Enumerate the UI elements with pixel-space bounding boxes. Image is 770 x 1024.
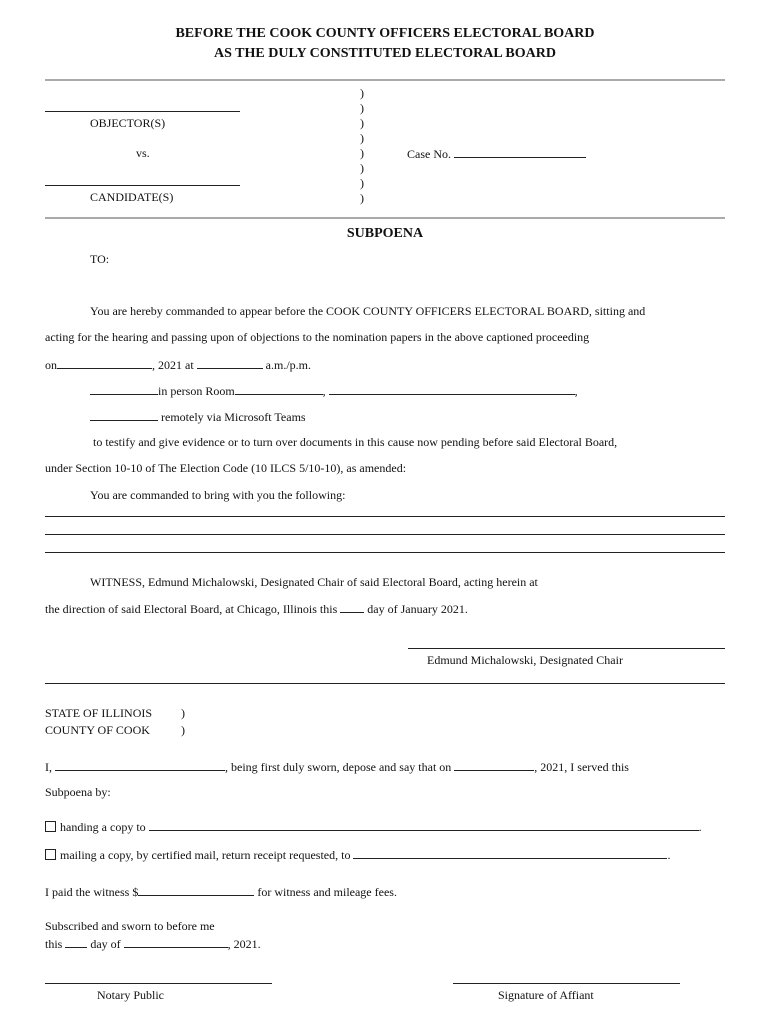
mailing-label: mailing a copy, by certified mail, return receipt requested, to xyxy=(60,848,351,862)
comma: , xyxy=(322,384,326,398)
items-line-3[interactable] xyxy=(45,552,725,553)
sworn-month-field[interactable] xyxy=(124,936,228,948)
notary-signature-line[interactable] xyxy=(45,983,272,984)
sworn-date-line xyxy=(45,936,261,952)
service-date-field[interactable] xyxy=(454,759,534,771)
header-title-line2: AS THE DULY CONSTITUTED ELECTORAL BOARD xyxy=(214,46,556,61)
witness-text-b: day of January 2021. xyxy=(367,602,468,616)
paren: ) xyxy=(360,101,364,115)
this-label: this xyxy=(45,937,63,951)
handing-checkbox[interactable] xyxy=(45,821,56,832)
subpoena-by-label: Subpoena by: xyxy=(45,785,111,799)
period: . xyxy=(698,820,702,834)
state-paren: ) xyxy=(181,706,185,720)
testify-line2: under Section 10-10 of The Election Code (10 ILCS 5/10-10), as amended: xyxy=(45,461,407,475)
caption-divider xyxy=(45,217,725,219)
paren: ) xyxy=(360,161,364,175)
paren: ) xyxy=(360,191,364,205)
case-no-field[interactable] xyxy=(454,146,586,158)
remote-check-field[interactable] xyxy=(90,409,158,421)
handing-label: handing a copy to xyxy=(60,820,146,834)
paid-label: I paid the witness $ xyxy=(45,885,139,899)
bring-label: You are commanded to bring with you the following: xyxy=(90,488,346,502)
day-of-label: day of xyxy=(90,937,121,951)
mailing-checkbox[interactable] xyxy=(45,849,56,860)
witness-line2 xyxy=(45,601,468,617)
fees-label: for witness and mileage fees. xyxy=(257,885,397,899)
versus-label: vs. xyxy=(136,146,150,160)
on-label: on xyxy=(45,358,57,372)
paren: ) xyxy=(360,131,364,145)
served-text: , 2021, I served this xyxy=(534,760,629,774)
in-person-label: in person Room xyxy=(158,384,235,398)
comma: , xyxy=(574,384,578,398)
witness-day-field[interactable] xyxy=(340,601,364,613)
to-label: TO: xyxy=(90,252,110,266)
mailing-recipient-field[interactable] xyxy=(353,847,667,859)
chair-signature-label: Edmund Michalowski, Designated Chair xyxy=(427,653,623,667)
fee-amount-field[interactable] xyxy=(138,884,254,896)
state-label: STATE OF ILLINOIS xyxy=(45,706,153,720)
handing-option xyxy=(45,819,702,835)
i-label: I, xyxy=(45,760,52,774)
remote-option xyxy=(90,409,306,425)
witness-fee-line xyxy=(45,884,397,900)
affiant-label: Signature of Affiant xyxy=(498,988,594,1002)
paren: ) xyxy=(360,176,364,190)
notary-label: Notary Public xyxy=(97,988,164,1002)
in-person-option xyxy=(90,383,578,399)
year-label: , 2021. xyxy=(227,937,261,951)
sworn-text: , being first duly sworn, depose and say that on xyxy=(225,760,452,774)
remote-label: remotely via Microsoft Teams xyxy=(161,410,306,424)
case-number xyxy=(407,146,586,162)
time-field[interactable] xyxy=(197,357,263,369)
case-no-label: Case No. xyxy=(407,147,451,161)
affiant-statement xyxy=(45,759,629,775)
county-label: COUNTY OF COOK xyxy=(45,723,150,737)
affiant-signature-line[interactable] xyxy=(453,983,680,984)
subpoena-title: SUBPOENA xyxy=(346,226,424,241)
command-paragraph-line2: acting for the hearing and passing upon of objections to the nomination papers in the above captioned proceeding xyxy=(45,330,590,344)
affiant-name-field[interactable] xyxy=(55,759,225,771)
mailing-option xyxy=(45,847,670,863)
period: . xyxy=(667,848,671,862)
witness-line1: WITNESS, Edmund Michalowski, Designated Chair of said Electoral Board, acting herein at xyxy=(90,575,538,589)
ampm-label: a.m./p.m. xyxy=(265,358,311,372)
witness-text-a: the direction of said Electoral Board, at Chicago, Illinois this xyxy=(45,602,338,616)
objector-line[interactable] xyxy=(45,111,240,112)
candidate-label: CANDIDATE(S) xyxy=(90,190,174,204)
header-divider xyxy=(45,79,725,81)
date-field[interactable] xyxy=(57,357,152,369)
affidavit-divider xyxy=(45,683,725,684)
candidate-line[interactable] xyxy=(45,185,240,186)
caption-parentheses xyxy=(360,86,372,206)
in-person-check-field[interactable] xyxy=(90,383,158,395)
room-field[interactable] xyxy=(235,383,323,395)
command-paragraph-line1: You are hereby commanded to appear before the COOK COUNTY OFFICERS ELECTORAL BOARD, sitting and xyxy=(90,304,646,318)
chair-signature-line[interactable] xyxy=(408,648,725,649)
sworn-day-field[interactable] xyxy=(65,936,87,948)
paren: ) xyxy=(360,86,364,100)
objector-label: OBJECTOR(S) xyxy=(90,116,166,130)
county-paren: ) xyxy=(181,723,185,737)
items-line-1[interactable] xyxy=(45,516,725,517)
location-field[interactable] xyxy=(329,383,575,395)
header-title-line1: BEFORE THE COOK COUNTY OFFICERS ELECTORAL BOARD xyxy=(175,26,595,41)
paren: ) xyxy=(360,116,364,130)
testify-line1: to testify and give evidence or to turn over documents in this cause now pending before said Electoral Board, xyxy=(93,435,618,449)
items-line-2[interactable] xyxy=(45,534,725,535)
year-at-label: , 2021 at xyxy=(152,358,194,372)
handing-recipient-field[interactable] xyxy=(149,819,699,831)
paren: ) xyxy=(360,146,364,160)
appearance-date-line xyxy=(45,357,311,373)
subscribed-label: Subscribed and sworn to before me xyxy=(45,919,215,933)
